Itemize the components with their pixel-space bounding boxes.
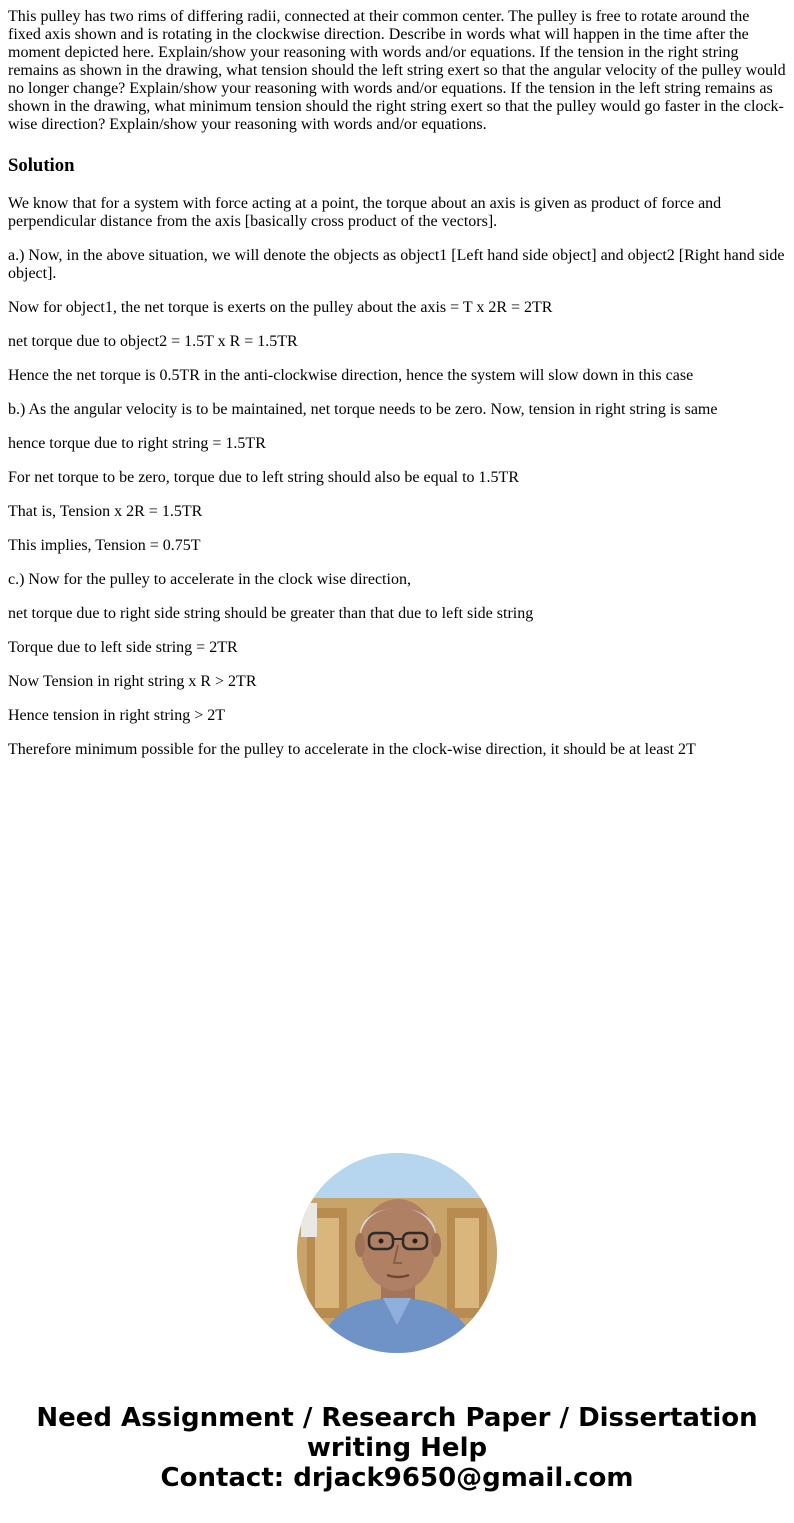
footer-contact: Contact: drjack9650@gmail.com [160, 1463, 634, 1493]
solution-paragraph: hence torque due to right string = 1.5TR [8, 435, 266, 452]
solution-paragraph: net torque due to object2 = 1.5T x R = 1.5TR [8, 333, 298, 350]
solution-paragraph: For net torque to be zero, torque due to left string should also be equal to 1.5TR [8, 469, 519, 486]
solution-paragraph: Now for object1, the net torque is exerts on the pulley about the axis = T x 2R = 2TR [8, 299, 553, 316]
footer-line: writing Help [306, 1433, 488, 1463]
promo-footer [0, 1403, 794, 1493]
solution-paragraph: Therefore minimum possible for the pulley to accelerate in the clock-wise direction, it should be at least 2T [8, 741, 696, 758]
document-body [8, 8, 786, 759]
author-avatar [297, 1153, 497, 1353]
solution-paragraph: Now Tension in right string x R > 2TR [8, 673, 257, 690]
solution-paragraph: c.) Now for the pulley to accelerate in the clock wise direction, [8, 571, 411, 588]
solution-paragraph: This implies, Tension = 0.75T [8, 537, 201, 554]
solution-paragraph: That is, Tension x 2R = 1.5TR [8, 503, 203, 520]
solution-paragraph: b.) As the angular velocity is to be maintained, net torque needs to be zero. Now, tension in right string is same [8, 401, 718, 418]
solution-heading: Solution [8, 155, 75, 176]
footer-line: Need Assignment / Research Paper / Dissertation [36, 1403, 758, 1433]
solution-paragraph: Hence the net torque is 0.5TR in the anti-clockwise direction, hence the system will slow down in this case [8, 367, 694, 384]
solution-paragraph: Hence tension in right string > 2T [8, 707, 225, 724]
solution-paragraph: We know that for a system with force acting at a point, the torque about an axis is given as product of force and perpendicular distance from the axis [basically cross product of the vectors]. [8, 195, 722, 230]
person-photo-icon [297, 1153, 497, 1353]
solution-paragraph: net torque due to right side string should be greater than that due to left side string [8, 605, 534, 622]
solution-paragraph: a.) Now, in the above situation, we will denote the objects as object1 [Left hand side object] and object2 [Right hand side object]. [8, 247, 785, 282]
question-text: This pulley has two rims of differing radii, connected at their common center. The pulley is free to rotate around the fixed axis shown and is rotating in the clockwise direction. Describe in words what will happen in the time after the moment depicted here. Explain/show your reasoning with words and/or equations. If the tension in the right string remains as shown in the drawing, what tension should the left string exert so that the angular velocity of the pulley would no longer change? Explain/show your reasoning with words and/or equations. If the tension in the left string remains as shown in the drawing, what minimum tension should the right string exert so that the pulley would go faster in the clock-wise direction? Explain/show your reasoning with words and/or equations. [8, 8, 786, 133]
solution-paragraph: Torque due to left side string = 2TR [8, 639, 238, 656]
